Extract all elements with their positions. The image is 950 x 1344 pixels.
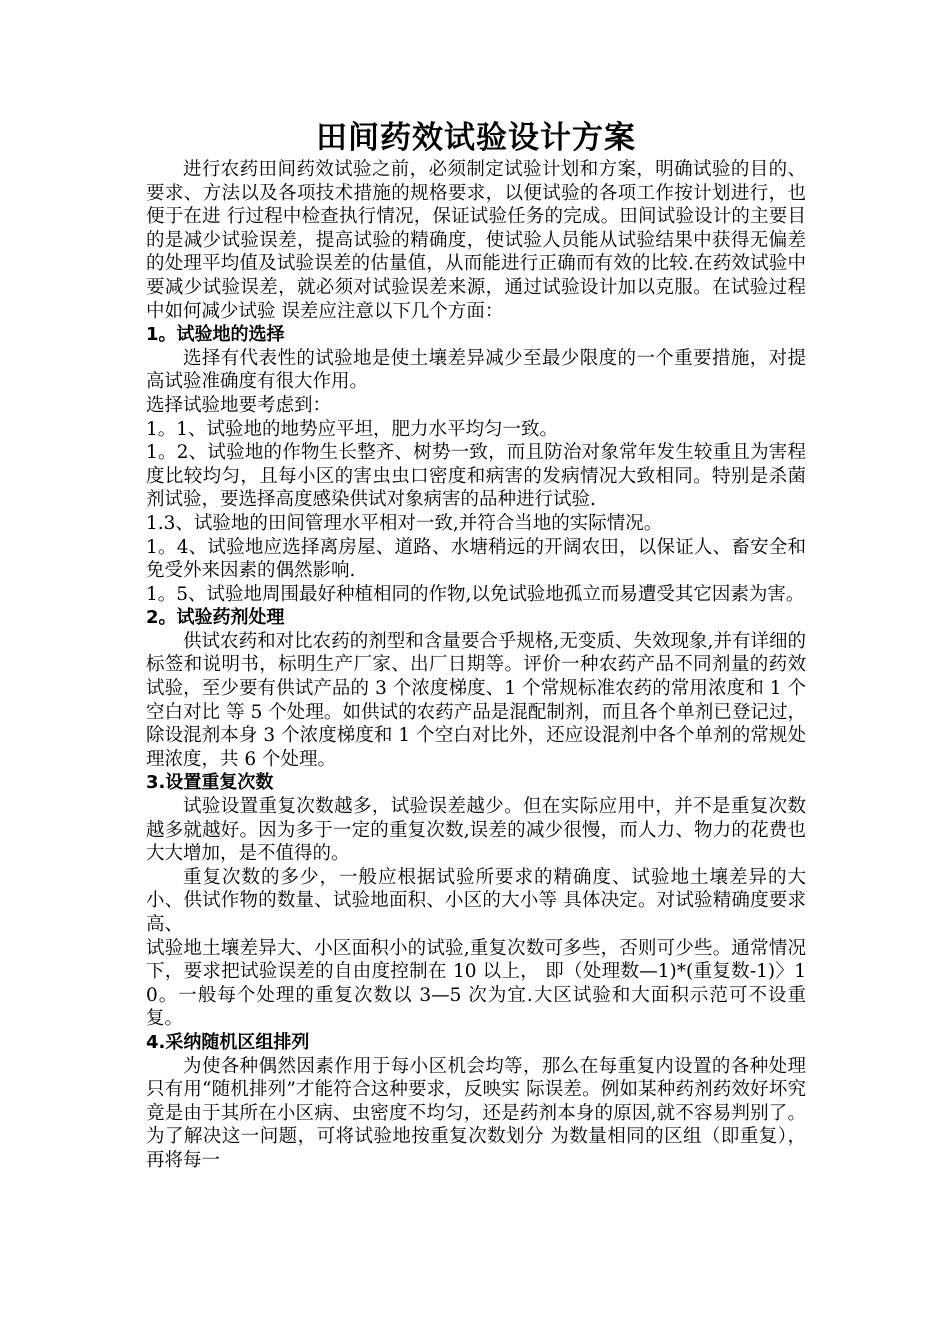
list-item: 1。1、试验地的地势应平坦，肥力水平均匀一致。 [146,418,559,440]
replication-paragraph-3: 试验地土壤差异大、小区面积小的试验,重复次数可多些，否则可少些。通常情况下，要求把试验误差的自由度控制在 10 以上， 即（处理数—1)*(重复数-1)〉10。一般每个处理的重复次数以 3—5 次为宜.大区试验和大面积示范可不设重复。 [146,937,806,1030]
intro-paragraph: 进行农药田间药效试验之前，必须制定试验计划和方案，明确试验的目的、要求、方法以及各项技术措施的规格要求，以便试验的各项工作按计划进行，也便于在进 行过程中检查执行情况，保证试验任务的完成。田间试验设计的主要目的是减少试验误差，提高试验的精确度，使试验人员能从试验结果中获得无偏差的处理平均值及试验误差的估量值，从而能进行正确而有效的比较.在药效试验中要减少试验误差，就必须对试验误差来源，通过试验设计加以克服。在试验过程中如何减少试验 误差应注意以下几个方面： [146,159,806,322]
site-selection-paragraph: 选择有代表性的试验地是使土壤差异减少至最少限度的一个重要措施，对提高试验准确度有很大作用。 [146,347,806,393]
replication-paragraph-2: 重复次数的多少，一般应根据试验所要求的精确度、试验地土壤差异的大小、供试作物的数量、试验地面积、小区的大小等 具体决定。对试验精确度要求高、 [146,866,806,935]
list-item: 1。2、试验地的作物生长整齐、树势一致，而且防治对象常年发生较重且为害程度比较均匀，且每小区的害虫虫口密度和病害的发病情况大致相同。特别是杀菌剂试验，要选择高度感染供试对象病害的品种进行试验. [146,442,806,511]
list-item: 1。4、试验地应选择离房屋、道路、水塘稍远的开阔农田，以保证人、畜安全和免受外来因素的偶然影响. [146,536,806,582]
section-heading-site-selection: 1。试验地的选择 [146,324,285,346]
list-item: 1.3、试验地的田间管理水平相对一致,并符合当地的实际情况。 [146,512,663,534]
section-heading-replication: 3.设置重复次数 [146,772,274,794]
list-item: 1。5、试验地周围最好种植相同的作物,以免试验地孤立而易遭受其它因素为害。 [146,583,805,605]
randomization-paragraph: 为使各种偶然因素作用于每小区机会均等，那么在每重复内设置的各种处理只有用“随机排列”才能符合这种要求，反映实 际误差。例如某种药剂药效好坏究竟是由于其所在小区病、虫密度不均匀，还是药剂本身的原因,就不容易判别了。为了解决这一问题，可将试验地按重复次数划分 为数量相同的区组（即重复），再将每一 [146,1055,806,1171]
section-heading-treatment: 2。试验药剂处理 [146,607,285,629]
document-title: 田间药效试验设计方案 [316,120,636,156]
site-selection-lead: 选择试验地要考虑到： [146,394,332,416]
section-heading-randomization: 4.采纳随机区组排列 [146,1031,310,1053]
treatment-paragraph: 供试农药和对比农药的剂型和含量要合乎规格,无变质、失效现象,并有详细的标签和说明书，标明生产厂家、出厂日期等。评价一种农药产品不同剂量的药效试验，至少要有供试产品的 3 个浓度梯度、1 个常规标准农药的常用浓度和 1 个空白对比 等 5 个处理。如供试的农药产品是混配制剂，而且各个单剂已登记过，除设混剂本身 3 个浓度梯度和 1 个空白对比外，还应设混剂中各个单剂的常规处理浓度，共 6 个处理。 [146,630,806,770]
replication-paragraph-1: 试验设置重复次数越多，试验误差越少。但在实际应用中，并不是重复次数越多就越好。因为多于一定的重复次数,误差的减少很慢，而人力、物力的花费也大大增加，是不值得的。 [146,796,806,865]
document-page [146,118,806,1173]
